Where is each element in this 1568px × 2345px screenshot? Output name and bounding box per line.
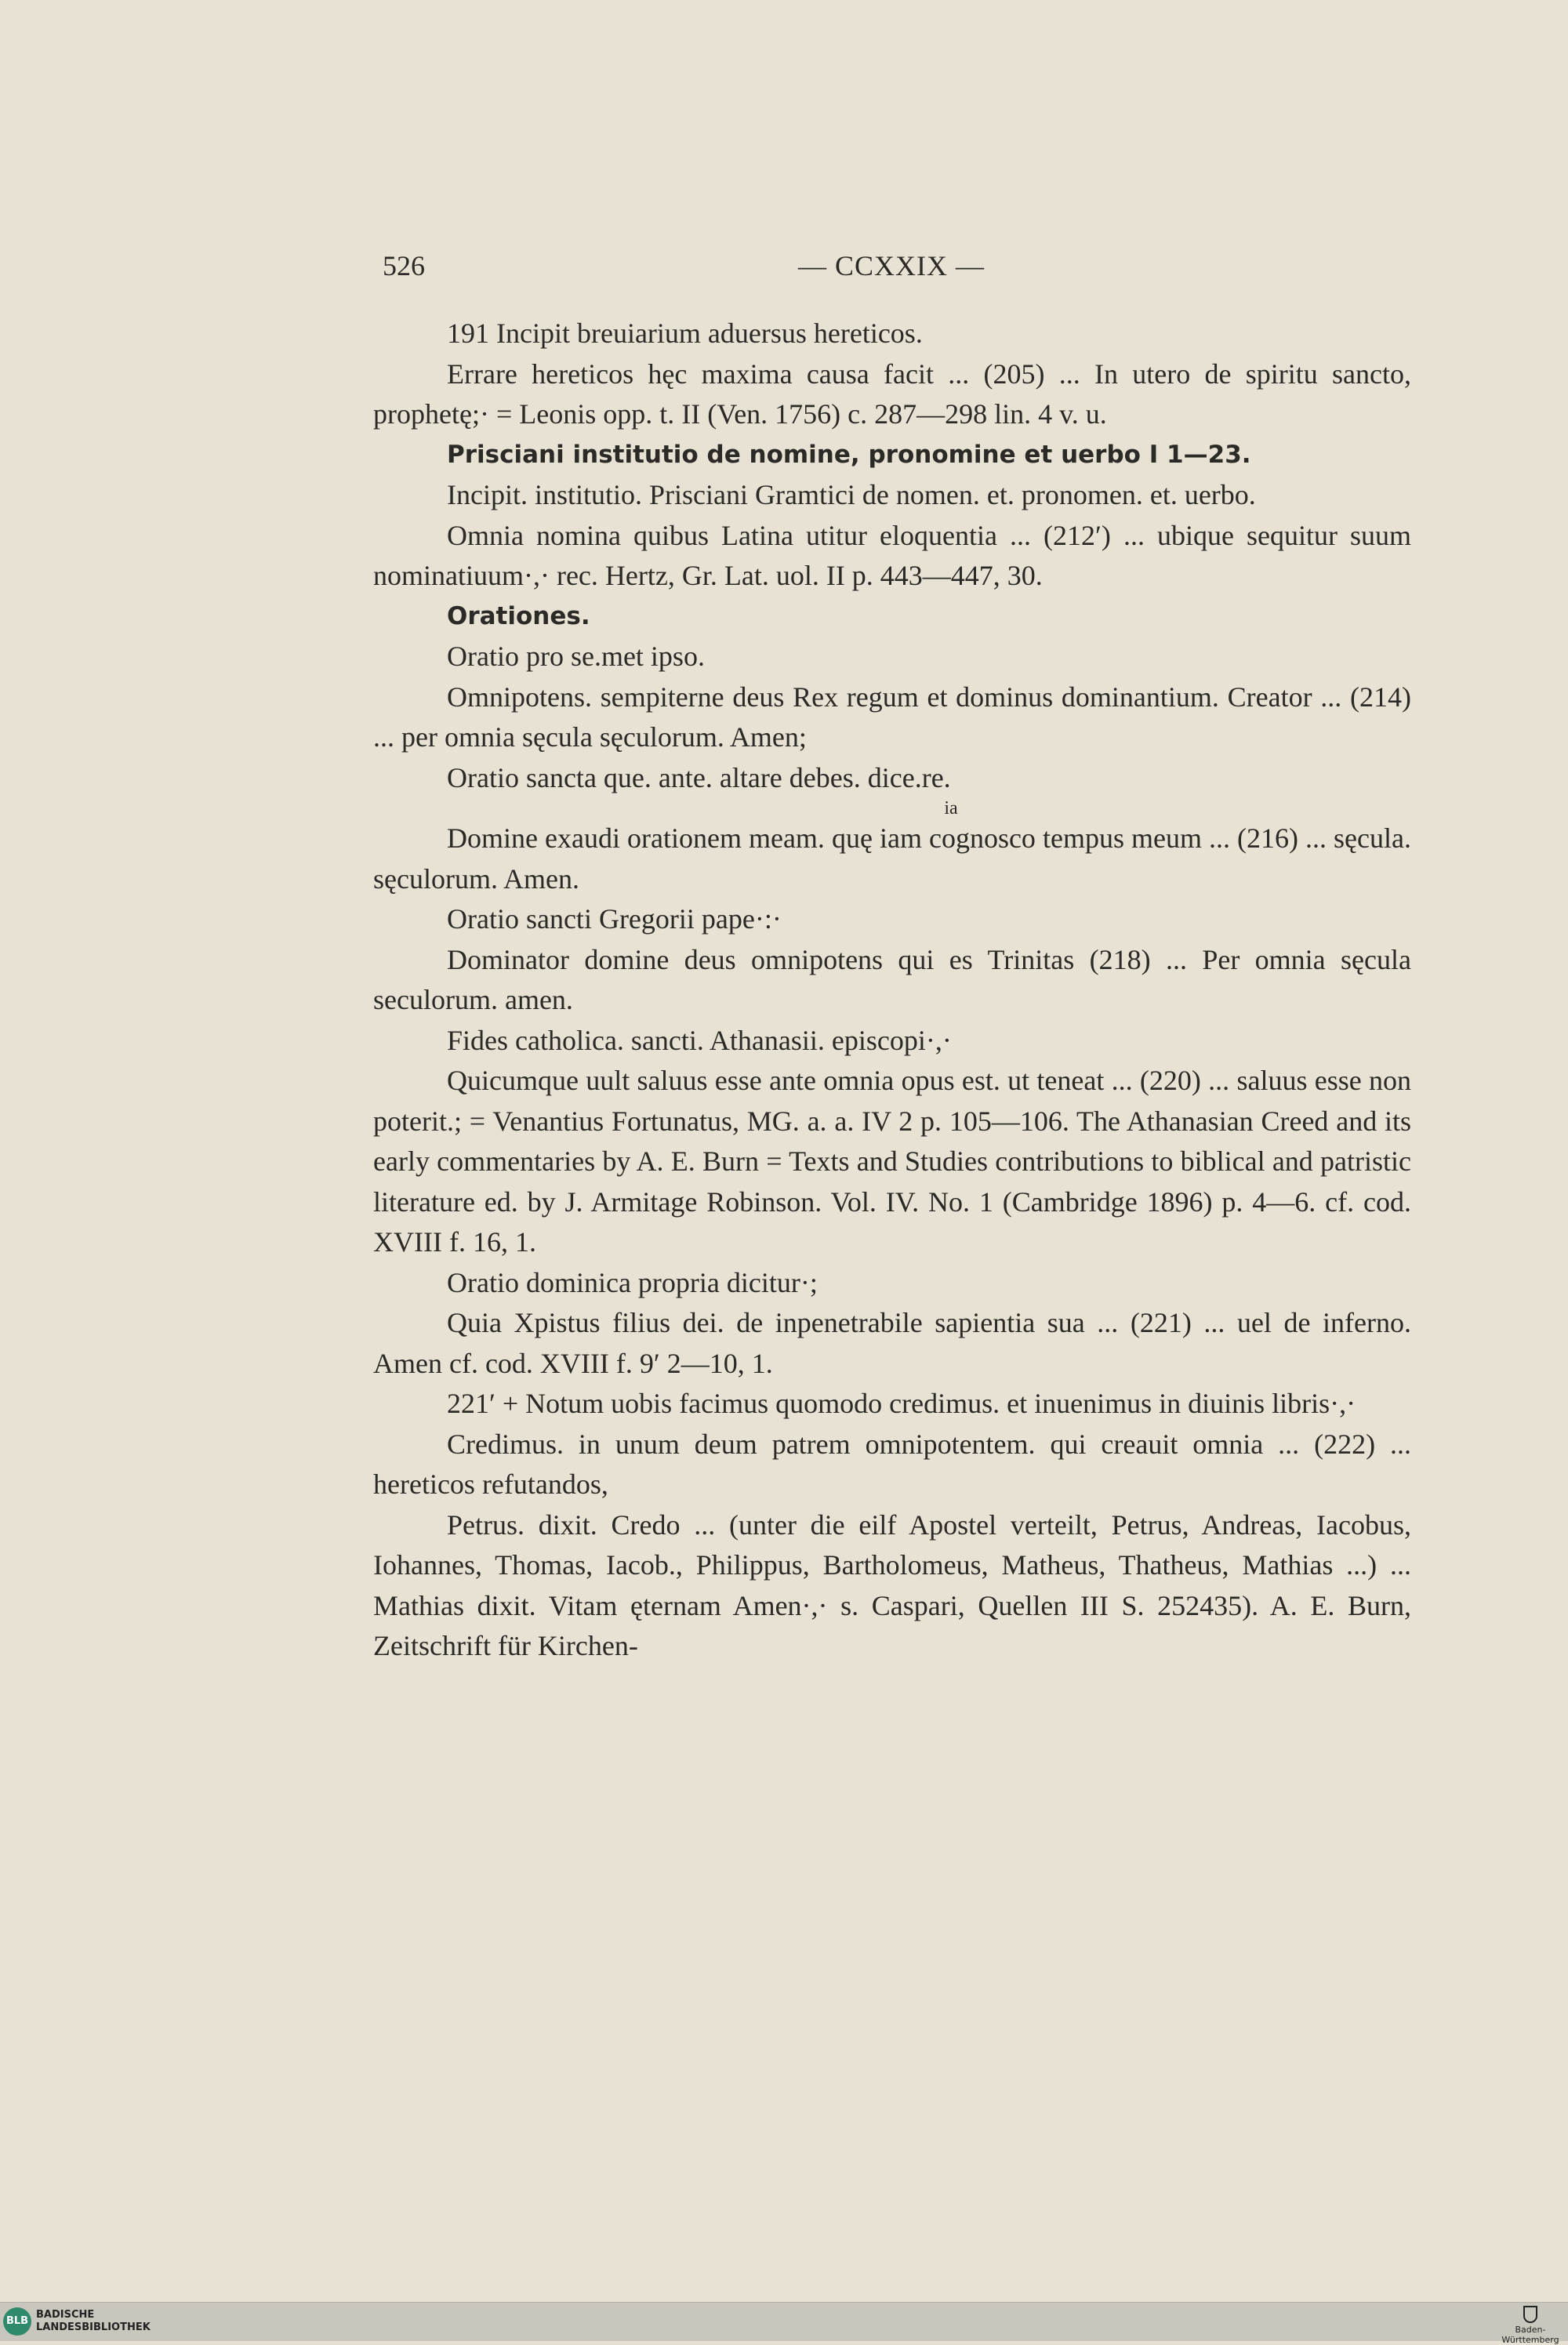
paragraph: Quia Xpistus filius dei. de inpenetrabile sapientia sua ... (221) ... uel de inferno. Amen cf. cod. XVIII f. 9′ 2—10, 1. <box>373 1307 1411 1379</box>
library-name-line1: BADISCHE <box>36 2309 95 2321</box>
paragraph: Petrus. dixit. Credo ... (unter die eilf Apostel verteilt, Petrus, Andreas, Iacobus, Iohannes, Thomas, Iacob., Philippus, Bartholomeus, Matheus, Thatheus, Mathias ...) ... Mathias dixit. Vitam ęternam Amen·,· s. Caspari, Quellen III S. 252435). A. E. Burn, Zeitschrift für Kirchen- <box>373 1508 1411 1661</box>
section-heading: Prisciani institutio de nomine, pronomine et uerbo I 1—23. <box>447 440 1251 469</box>
viewer-footer <box>0 2302 1568 2345</box>
paragraph: Oratio dominica propria dicitur·; <box>447 1266 818 1298</box>
paragraph: Oratio sancti Gregorii pape·:· <box>447 903 782 935</box>
running-title: — CCXXIX — <box>798 250 985 281</box>
entry-heading: 191 Incipit breuiarium aduersus hereticos. <box>447 318 923 349</box>
paragraph: Quicumque uult saluus esse ante omnia opus est. ut teneat ... (220) ... saluus esse non poterit.; = Venantius Fortunatus, MG. a. a. IV 2 p. 105—106. The Athanasian Creed and its early commentaries by A. E. Burn = Texts and Studies contributions to biblical and patristic literature ed. by J. Armitage Robinson. Vol. IV. No. 1 (Cambridge 1896) p. 4—6. cf. cod. XVIII f. 16, 1. <box>373 1065 1411 1258</box>
blb-logo-icon[interactable]: BLB <box>3 2307 31 2336</box>
paragraph: Domine exaudi orationem meam. quę iam cognosco tempus meum ... (216) ... sęcula. sęculorum. Amen. <box>373 822 1411 895</box>
library-name <box>36 2309 151 2334</box>
state-badge <box>1499 2306 1562 2345</box>
paragraph: Errare hereticos hęc maxima causa facit ... (205) ... In utero de spiritu sancto, prophetę;· = Leonis opp. t. II (Ven. 1756) c. 287—298 lin. 4 v. u. <box>373 358 1411 430</box>
paragraph: Dominator domine deus omnipotens qui es Trinitas (218) ... Per omnia sęcula seculorum. amen. <box>373 943 1411 1015</box>
paragraph: Incipit. institutio. Prisciani Gramtici de nomen. et. pronomen. et. uerbo. <box>447 479 1256 510</box>
coat-of-arms-icon <box>1523 2306 1537 2323</box>
paragraph: Fides catholica. sancti. Athanasii. episcopi·,· <box>447 1024 952 1056</box>
paragraph: Oratio sancta que. ante. altare debes. dice.re. <box>447 761 951 793</box>
library-name-line2: LANDESBIBLIOTHEK <box>36 2321 151 2333</box>
superscript-note: ia <box>944 798 958 819</box>
page-number: 526 <box>383 250 425 281</box>
page-body <box>373 314 1411 1667</box>
page-header <box>383 249 1410 296</box>
paragraph: Oratio pro se.met ipso. <box>447 641 705 672</box>
section-heading: Orationes. <box>447 601 590 630</box>
state-label: Baden-Württemberg <box>1501 2325 1559 2345</box>
paragraph: 221′ + Notum uobis facimus quomodo credimus. et inuenimus in diuinis libris·,· <box>447 1388 1356 1419</box>
paragraph: Omnipotens. sempiterne deus Rex regum et dominus dominantium. Creator ... (214) ... per omnia sęcula sęculorum. Amen; <box>373 681 1411 753</box>
paragraph: Credimus. in unum deum patrem omnipotentem. qui creauit omnia ... (222) ... hereticos refutandos, <box>373 1428 1411 1500</box>
paragraph: Omnia nomina quibus Latina utitur eloquentia ... (212′) ... ubique sequitur suum nominatiuum·,· rec. Hertz, Gr. Lat. uol. II p. 443—447, 30. <box>373 519 1411 591</box>
